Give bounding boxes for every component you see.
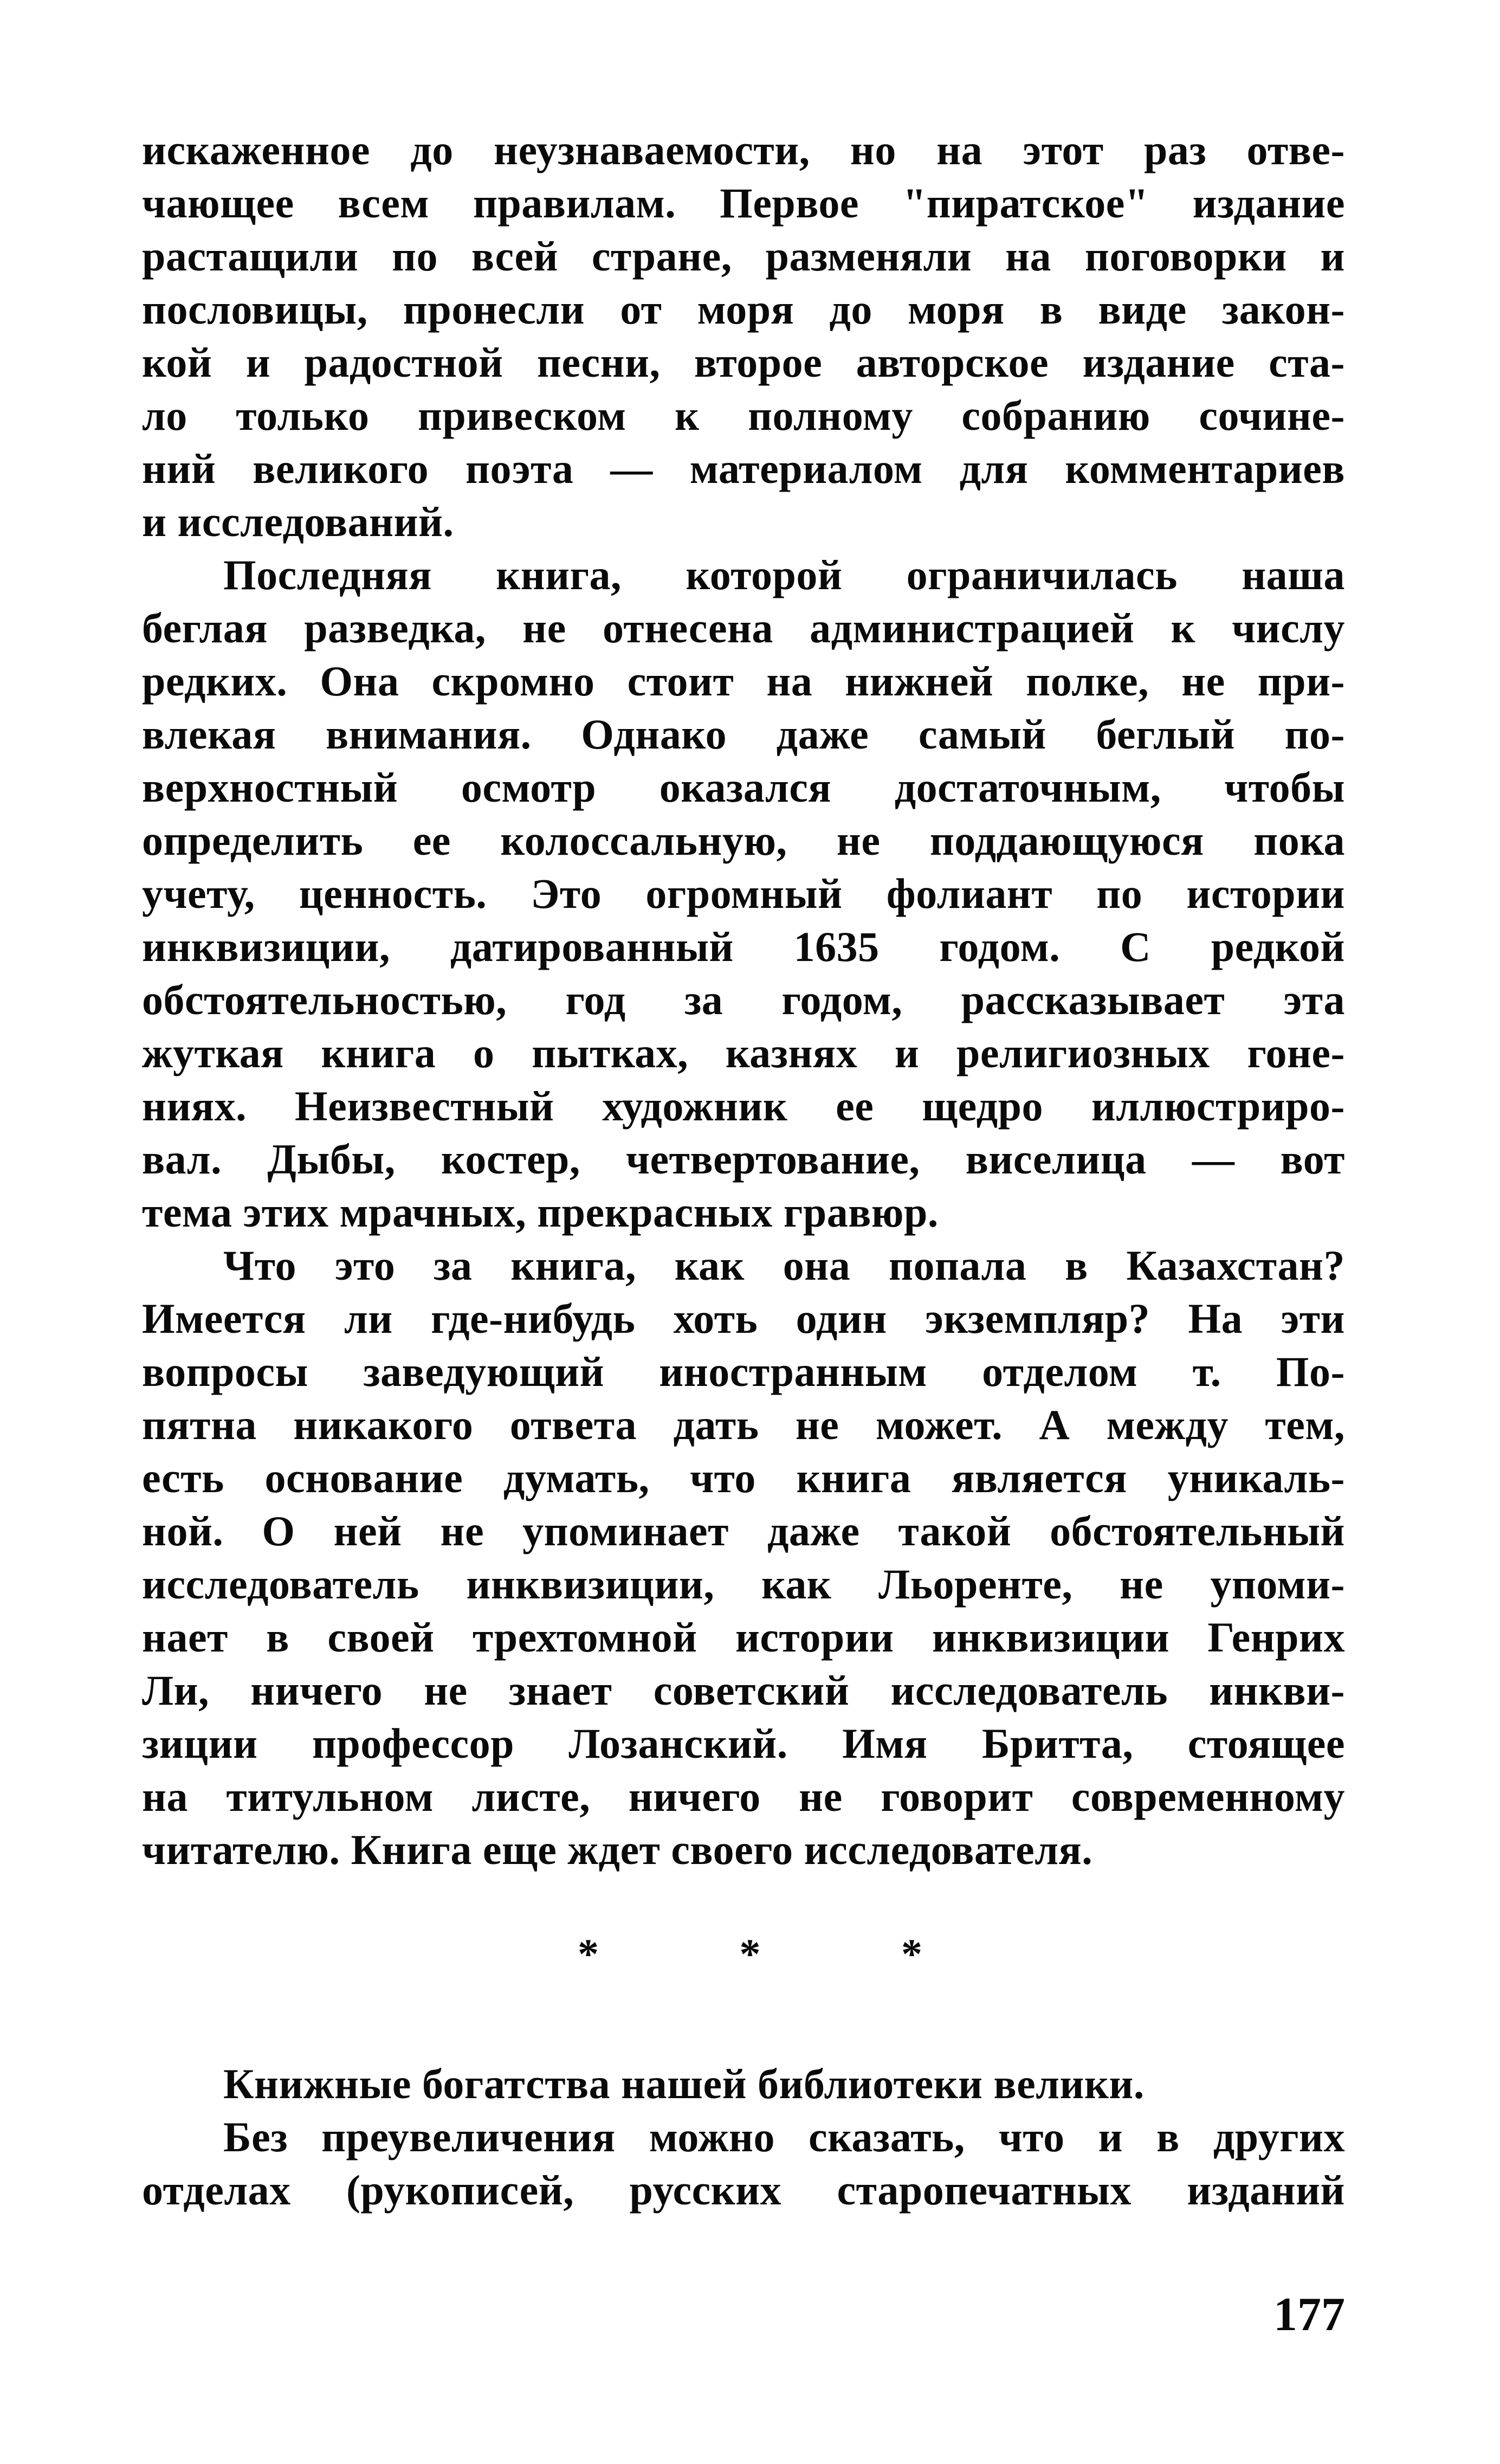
text-line: ний великого поэта — материалом для комментариев (142, 445, 1345, 492)
text-line: тема этих мрачных, прекрасных гравюр. (142, 1189, 939, 1236)
paragraph-start-line: Последняя книга, которой ограничилась наша (223, 551, 1345, 598)
text-line: редких. Она скромно стоит на нижней полке, не при- (142, 657, 1345, 705)
text-line: и исследований. (142, 498, 454, 545)
text-line: учету, ценность. Это огромный фолиант по истории (142, 870, 1345, 917)
text-line: Ли, ничего не знает советский исследователь инкви- (142, 1667, 1345, 1714)
text-line: ниях. Неизвестный художник ее щедро иллюстриро- (142, 1082, 1345, 1130)
text-line: вал. Дыбы, костер, четвертование, виселица — вот (142, 1136, 1345, 1183)
text-line: исследователь инквизиции, как Льоренте, не упоми- (142, 1560, 1345, 1608)
text-line: искаженное до неузнаваемости, но на этот раз отве- (142, 126, 1345, 173)
paragraph-start-line: Что это за книга, как она попала в Казахстан? (223, 1242, 1345, 1289)
text-line: нает в своей трехтомной истории инквизиции Генрих (142, 1614, 1345, 1661)
text-line: Имеется ли где-нибудь хоть один экземпляр? На эти (142, 1295, 1345, 1342)
text-line: верхностный осмотр оказался достаточным, чтобы (142, 764, 1345, 811)
text-line: ло только привеском к полному собранию сочине- (142, 392, 1345, 439)
text-line: чающее всем правилам. Первое "пиратское" издание (142, 179, 1345, 227)
text-line: пятна никакого ответа дать не может. А между тем, (142, 1401, 1345, 1448)
text-line: растащили по всей стране, разменяли на поговорки и (142, 233, 1345, 280)
text-line: ной. О ней не упоминает даже такой обстоятельный (142, 1507, 1345, 1554)
text-line: есть основание думать, что книга является уникаль- (142, 1454, 1345, 1501)
text-line: беглая разведка, не отнесена администрацией к числу (142, 604, 1345, 652)
text-line: жуткая книга о пытках, казнях и религиозных гоне- (142, 1029, 1345, 1076)
text-line: определить ее колоссальную, не поддающуюся пока (142, 817, 1345, 864)
text-block-secondary (142, 2057, 1345, 2217)
text-line: вопросы заведующий иностранным отделом т. По- (142, 1348, 1345, 1395)
text-line: влекая внимания. Однако даже самый беглый по- (142, 711, 1345, 758)
section-separator: * * * (578, 1930, 987, 1977)
text-line: кой и радостной песни, второе авторское издание ста- (142, 339, 1345, 386)
paragraph-start-line: Книжные богатства нашей библиотеки велики. (223, 2060, 1145, 2107)
text-line: читателю. Книга еще ждет своего исследователя. (142, 1826, 1093, 1873)
text-line: пословицы, пронесли от моря до моря в виде закон- (142, 286, 1345, 333)
page-number: 177 (1273, 2288, 1345, 2341)
text-block-main (142, 124, 1345, 1876)
text-line: обстоятельностью, год за годом, рассказывает эта (142, 976, 1345, 1023)
text-line: инквизиции, датированный 1635 годом. С редкой (142, 923, 1345, 970)
text-line: на титульном листе, ничего не говорит современному (142, 1773, 1345, 1820)
text-line: отделах (рукописей, русских старопечатных изданий (142, 2166, 1345, 2214)
text-line: зиции профессор Лозанский. Имя Бритта, стоящее (142, 1720, 1345, 1767)
paragraph-start-line: Без преувеличения можно сказать, что и в других (223, 2113, 1345, 2160)
